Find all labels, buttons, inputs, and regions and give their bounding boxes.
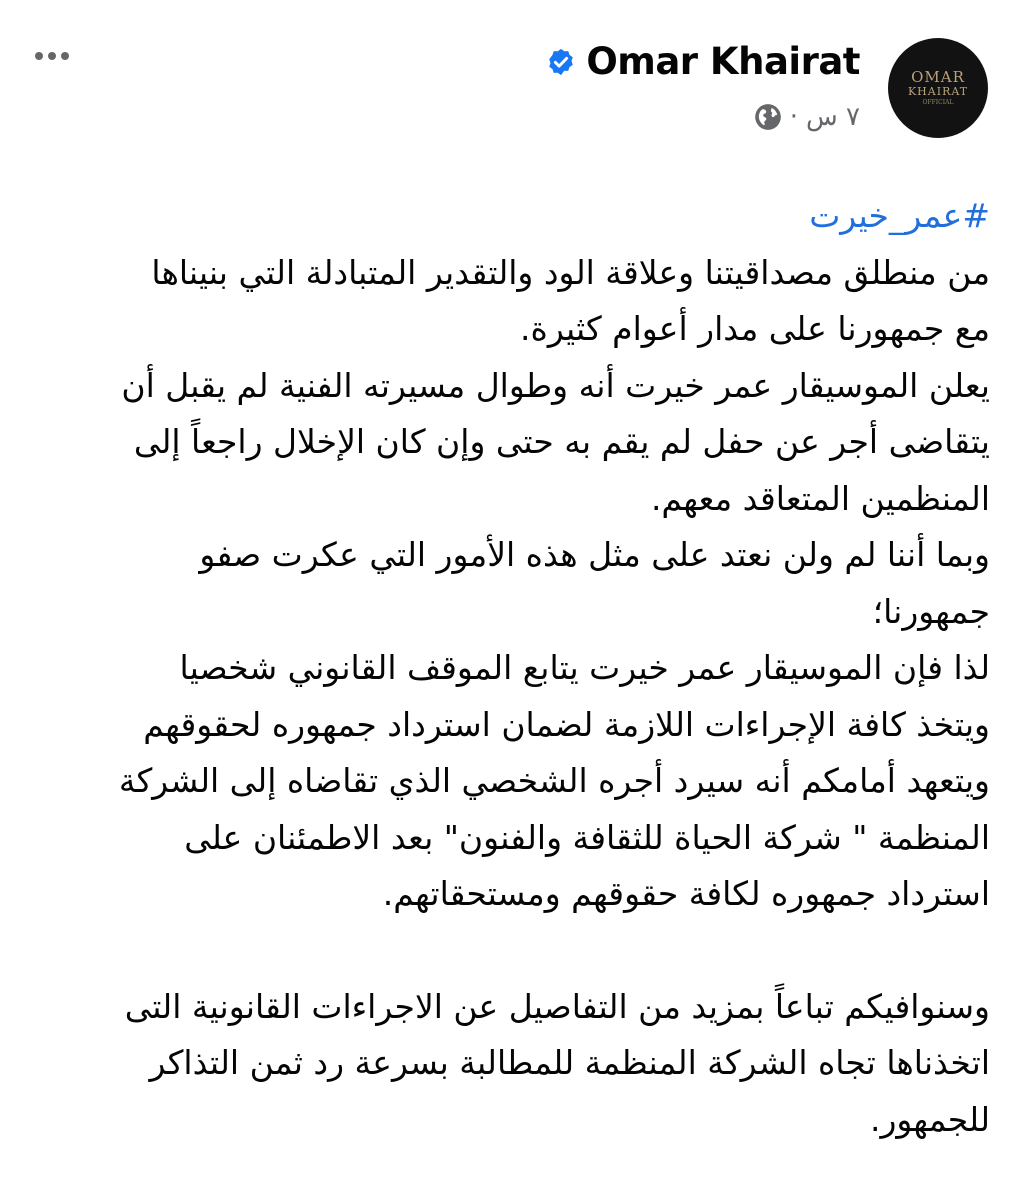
globe-icon[interactable] [754, 103, 782, 131]
paragraph-spacer [40, 923, 990, 979]
post-text-line: لذا فإن الموسيقار عمر خيرت يتابع الموقف القانوني شخصيا [179, 648, 990, 687]
post-text-line: المنظمين المتعاقد معهم. [650, 478, 990, 518]
more-options-button[interactable] [26, 38, 78, 74]
avatar-logo-text: OMAR [911, 68, 965, 86]
post-text-line: جمهورنا؛ [872, 591, 990, 631]
verified-badge-icon [546, 47, 576, 77]
author-name[interactable]: Omar Khairat [586, 40, 860, 83]
post-text-line: وبما أننا لم ولن نعتد على مثل هذه الأمور التي عكرت صفو [199, 535, 990, 574]
post-text-line: المنظمة " شركة الحياة للثقافة والفنون" بعد الاطمئنان على [184, 817, 990, 857]
post-text-line: ويتخذ كافة الإجراءات اللازمة لضمان استرداد جمهوره لحقوقهم [143, 704, 990, 744]
post-text-line: اتخذناها تجاه الشركة المنظمة للمطالبة بسرعة رد ثمن التذاكر [149, 1043, 990, 1082]
post-text-line: استرداد جمهوره لكافة حقوقهم ومستحقاتهم. [382, 874, 990, 913]
more-options-icon-dot [61, 52, 69, 60]
post-meta [754, 102, 860, 132]
more-options-icon-dot [35, 52, 43, 60]
more-options-icon-dot [48, 52, 56, 60]
post-text-line: للجمهور. [869, 1099, 990, 1139]
post-text-line: ويتعهد أمامكم أنه سيرد أجره الشخصي الذي تقاضاه إلى الشركة [118, 761, 990, 800]
avatar-logo-text: KHAIRAT [907, 85, 969, 98]
post-text-line: مع جمهورنا على مدار أعوام كثيرة. [520, 309, 990, 348]
post-header [0, 0, 1016, 170]
post-text-line: من منطلق مصداقيتنا وعلاقة الود والتقدير المتبادلة التي بنيناها [151, 252, 990, 292]
post-timestamp[interactable]: ٧ س [806, 102, 860, 132]
post-text-line: يعلن الموسيقار عمر خيرت أنه وطوال مسيرته الفنية لم يقبل أن [121, 365, 990, 405]
post-text-line: وسنوافيكم تباعاً بمزيد من التفاصيل عن الاجراءات القانونية التى [124, 986, 990, 1026]
hashtag-link[interactable]: #عمر_خيرت [809, 196, 990, 235]
post-text-line: يتقاضى أجر عن حفل لم يقم به حتى وإن كان الإخلال راجعاً إلى [133, 422, 990, 461]
avatar-logo-text: OFFICIAL [922, 99, 954, 106]
author-avatar[interactable] [888, 38, 988, 138]
author-row [546, 40, 860, 83]
post-body [40, 188, 990, 1148]
post-separator: · [789, 102, 799, 132]
